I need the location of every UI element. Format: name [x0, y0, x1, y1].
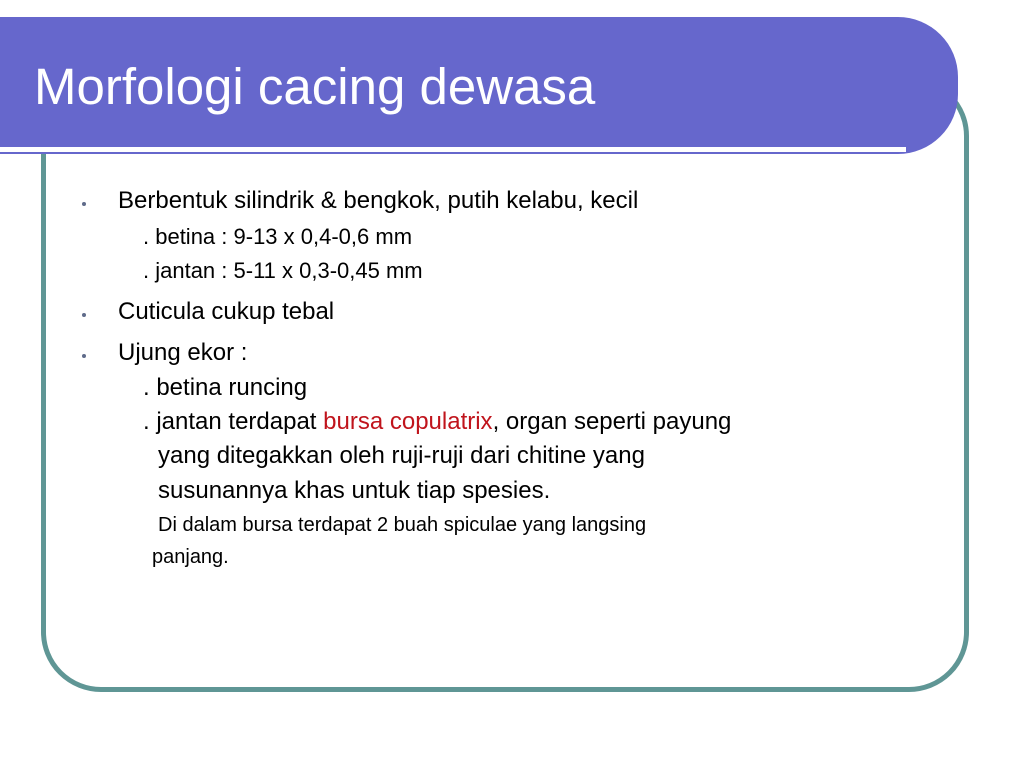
bullet-2-text: Cuticula cukup tebal	[118, 298, 335, 325]
slide-title: Morfologi cacing dewasa	[34, 58, 596, 115]
bullet-1-sub-jantan: . jantan : 5-11 x 0,3-0,45 mm	[143, 258, 423, 283]
title-underline	[0, 147, 906, 152]
bullet-1-text: Berbentuk silindrik & bengkok, putih kelabu, kecil	[118, 187, 639, 214]
bullet-3-note-1: Di dalam bursa terdapat 2 buah spiculae yang langsing	[158, 514, 647, 536]
bullet-3-note-2: panjang.	[152, 546, 229, 568]
bullet-3-sub-jantan-suffix: , organ seperti payung	[492, 408, 732, 435]
bursa-copulatrix-highlight: bursa copulatrix	[323, 408, 493, 435]
bullet-3-sub-jantan-prefix: . jantan terdapat	[143, 408, 324, 435]
bullet-3-sub-jantan-cont-2: susunannya khas untuk tiap spesies.	[158, 477, 551, 504]
bullet-dot-icon	[82, 202, 86, 206]
bullet-3-text: Ujung ekor :	[118, 339, 248, 366]
title-bar	[0, 17, 958, 154]
bullet-3-sub-betina: . betina runcing	[143, 374, 308, 401]
bullet-3-sub-jantan	[143, 410, 731, 434]
bullet-dot-icon	[82, 313, 86, 317]
bullet-dot-icon	[82, 354, 86, 358]
bullet-1-sub-betina: . betina : 9-13 x 0,4-0,6 mm	[143, 224, 413, 249]
bullet-3-sub-jantan-cont-1: yang ditegakkan oleh ruji-ruji dari chitine yang	[158, 442, 645, 469]
